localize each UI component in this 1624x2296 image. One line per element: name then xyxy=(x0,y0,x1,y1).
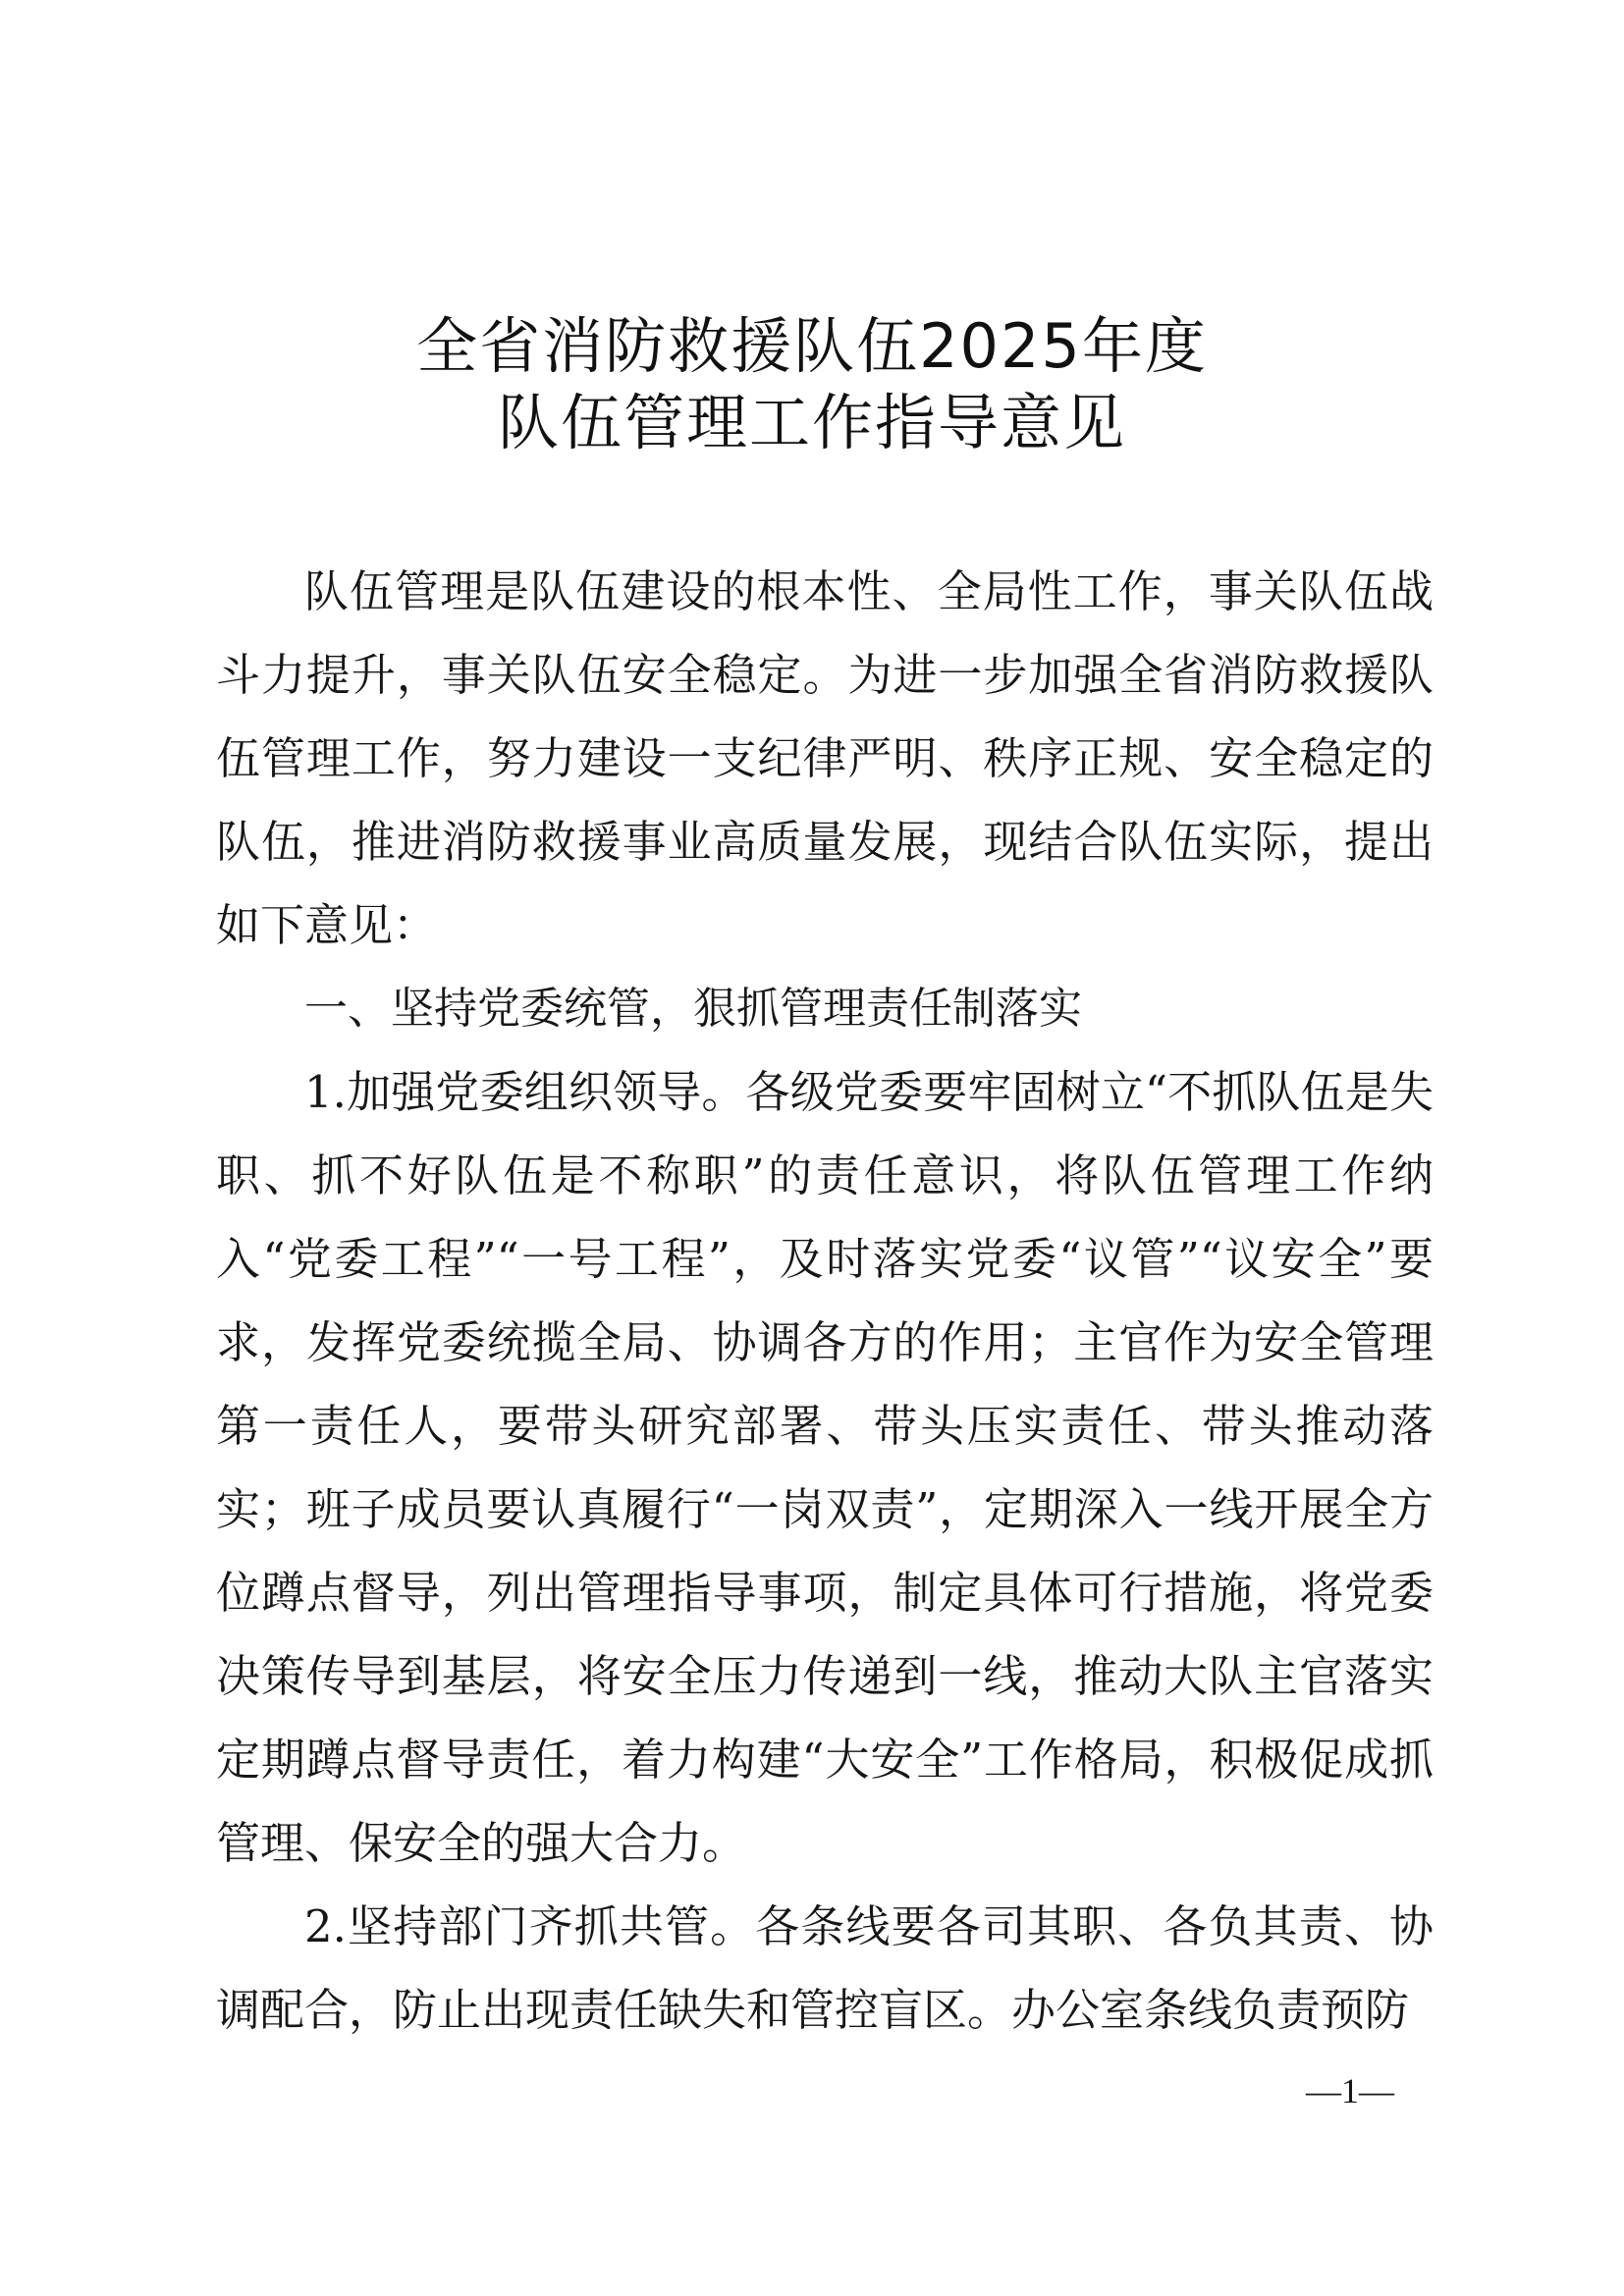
intro-paragraph: 队伍管理是队伍建设的根本性、全局性工作，事关队伍战斗力提升，事关队伍安全稳定。为进一步加强全省消防救援队伍管理工作，努力建设一支纪律严明、秩序正规、安全稳定的队伍，推进消防救援事业高质量发展，现结合队伍实际，提出如下意见： xyxy=(216,565,1434,951)
document-title-line-2: 队伍管理工作指导意见 xyxy=(497,387,1126,458)
section-heading-1: 一、坚持党委统管，狠抓管理责任制落实 xyxy=(304,984,1082,1034)
page-number: —1— xyxy=(1306,2071,1394,2110)
document-title-line-1: 全省消防救援队伍2025年度 xyxy=(416,310,1208,382)
paragraph-item-2: 2.坚持部门齐抓共管。各条线要各司其职、各负其责、协调配合，防止出现责任缺失和管控盲区。办公室条线负责预防 xyxy=(216,1900,1434,2036)
paragraph-item-1: 1.加强党委组织领导。各级党委要牢固树立“不抓队伍是失职、抓不好队伍是不称职”的责任意识，将队伍管理工作纳入“党委工程”“一号工程”，及时落实党委“议管”“议安全”要求，发挥党委统揽全局、协调各方的作用；主官作为安全管理第一责任人，要带头研究部署、带头压实责任、带头推动落实；班子成员要认真履行“一岗双责”，定期深入一线开展全方位蹲点督导，列出管理指导事项，制定具体可行措施，将党委决策传导到基层，将安全压力传递到一线，推动大队主官落实定期蹲点督导责任，着力构建“大安全”工作格局，积极促成抓管理、保安全的强大合力。 xyxy=(216,1066,1434,1869)
document-body xyxy=(216,550,1434,2052)
